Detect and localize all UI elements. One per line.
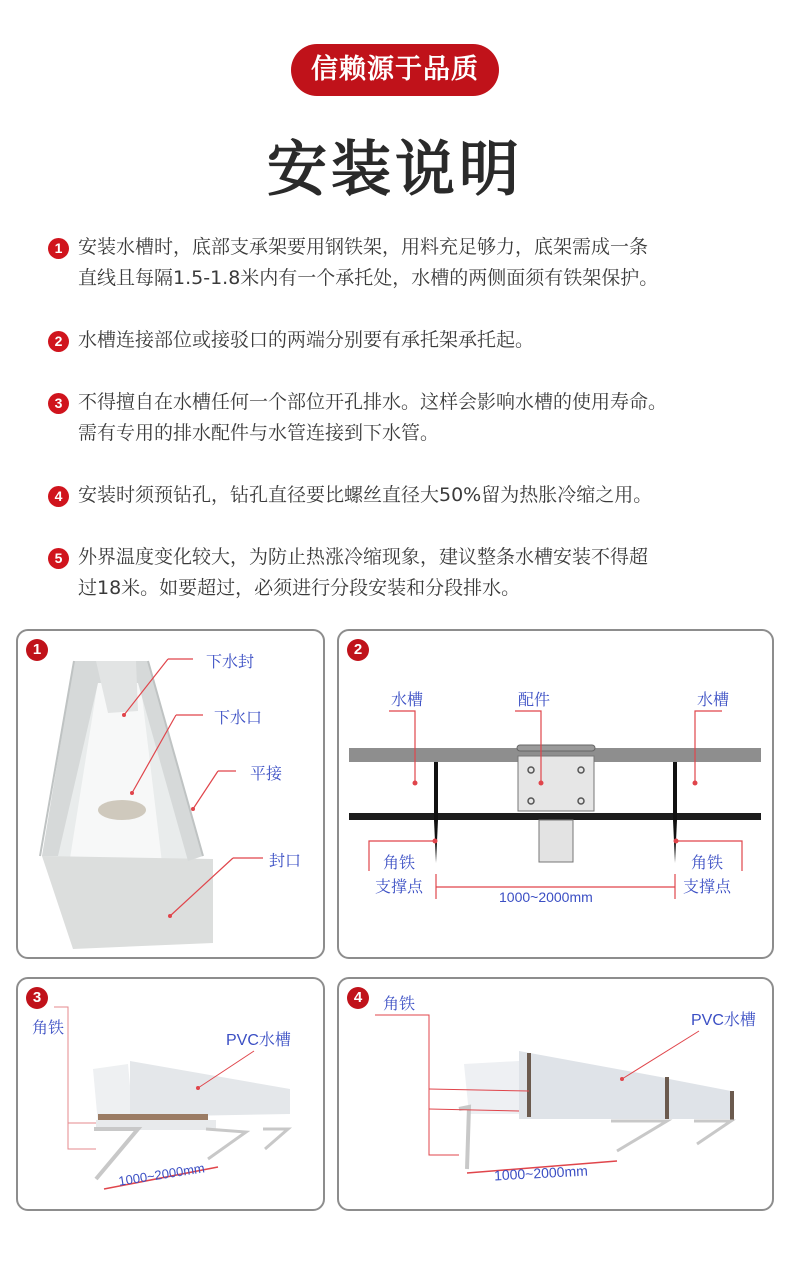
label-gutter-right: 水槽 — [697, 690, 730, 709]
note-line: 直线且每隔1.5-1.8米内有一个承托处，水槽的两侧面须有铁架保护。 — [78, 267, 659, 289]
label-drain-seal: 下水封 — [206, 652, 255, 671]
number-badge-icon: 5 — [48, 548, 69, 569]
label-fitting: 配件 — [518, 690, 551, 709]
label-support-point-right: 支撑点 — [683, 877, 732, 896]
label-span: 1000~2000mm — [117, 1160, 206, 1189]
note-line: 安装水槽时，底部支承架要用钢铁架，用料充足够力，底架需成一条 — [78, 236, 649, 258]
diagram-panel-3 — [16, 977, 325, 1211]
label-drain-outlet: 下水口 — [214, 708, 263, 727]
label-gutter-left: 水槽 — [391, 690, 424, 709]
diagram-panel-1 — [16, 629, 325, 959]
panel-number-icon: 1 — [26, 639, 48, 661]
gutter-support-diagram — [339, 631, 772, 957]
panel-number-icon: 2 — [347, 639, 369, 661]
panel-number-icon: 4 — [347, 987, 369, 1009]
page-title: 安装说明 — [267, 135, 523, 205]
label-angle-iron-left: 角铁 — [383, 853, 416, 872]
label-span: 1000~2000mm — [499, 889, 593, 905]
note-line: 水槽连接部位或接驳口的两端分别要有承托架承托起。 — [78, 329, 535, 351]
number-badge-icon: 4 — [48, 486, 69, 507]
note-line: 外界温度变化较大，为防止热涨冷缩现象，建议整条水槽安装不得超 — [78, 546, 649, 568]
note-line: 需有专用的排水配件与水管连接到下水管。 — [78, 422, 440, 444]
note-line: 安装时须预钻孔，钻孔直径要比螺丝直径大50%留为热胀冷缩之用。 — [78, 484, 653, 506]
label-support-point-left: 支撑点 — [375, 877, 424, 896]
panel-number-icon: 3 — [26, 987, 48, 1009]
label-pvc-gutter: PVC水槽 — [226, 1032, 291, 1049]
number-badge-icon: 2 — [48, 331, 69, 352]
note-item-4 — [48, 480, 768, 511]
number-badge-icon: 1 — [48, 238, 69, 259]
label-span: 1000~2000mm — [493, 1162, 589, 1184]
label-angle-iron-right: 角铁 — [691, 853, 724, 872]
note-line: 不得擅自在水槽任何一个部位开孔排水。这样会影响水槽的使用寿命。 — [78, 391, 668, 413]
note-item-1 — [48, 232, 768, 294]
brand-badge: 信赖源于品质 — [291, 44, 499, 96]
note-item-5 — [48, 542, 768, 604]
diagram-panel-4 — [337, 977, 774, 1211]
note-item-3 — [48, 387, 768, 449]
gutter-photo-illustration — [18, 631, 323, 957]
note-line: 过18米。如要超过，必须进行分段安装和分段排水。 — [78, 577, 521, 599]
number-badge-icon: 3 — [48, 393, 69, 414]
label-angle-iron: 角铁 — [32, 1018, 65, 1037]
label-pvc-gutter: PVC水槽 — [691, 1012, 756, 1029]
label-end-cap: 封口 — [269, 851, 302, 870]
note-item-2 — [48, 325, 768, 356]
label-flat-joint: 平接 — [250, 764, 283, 783]
label-angle-iron: 角铁 — [383, 994, 416, 1013]
install-notes-list — [48, 232, 768, 604]
diagram-panel-2 — [337, 629, 774, 959]
